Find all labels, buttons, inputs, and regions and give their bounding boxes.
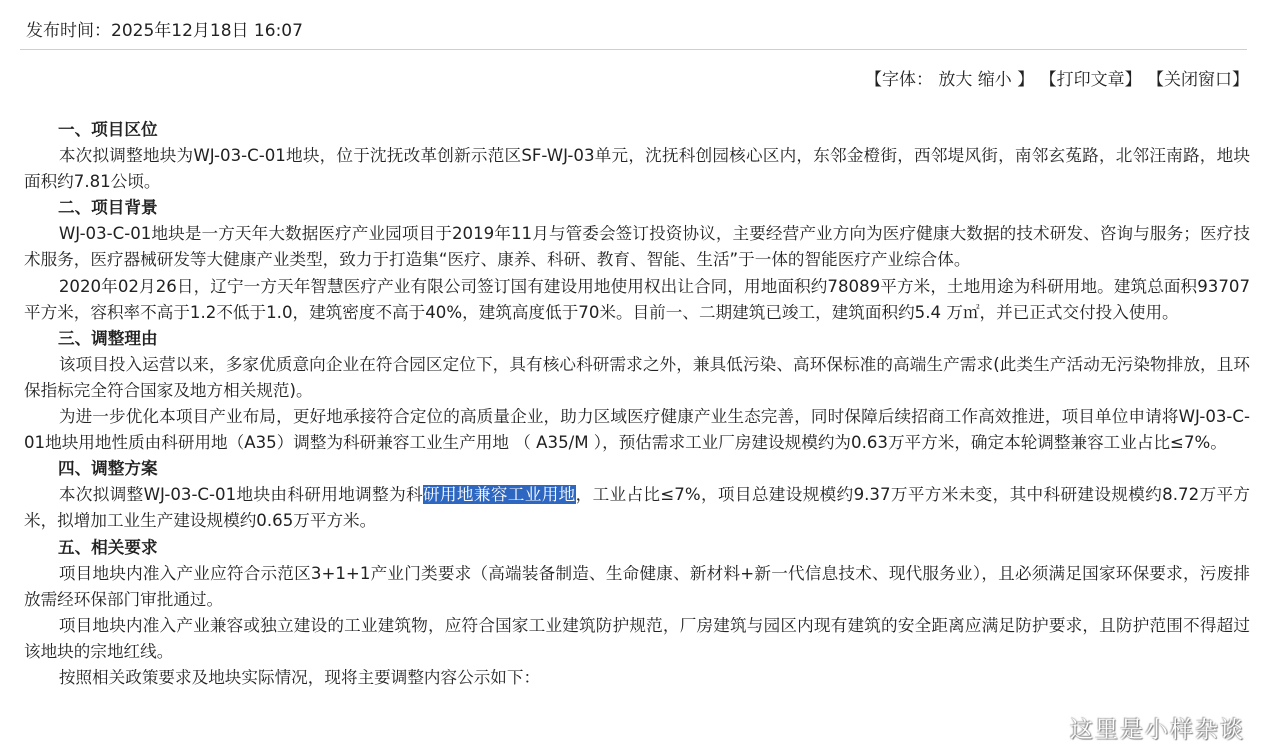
section-heading-plan: 四、调整方案 — [58, 459, 158, 479]
publish-time-line — [26, 20, 303, 42]
publish-time: 2025年12月18日 16:07 — [111, 21, 303, 41]
section-heading-location: 一、项目区位 — [58, 120, 158, 139]
paragraph-reason-2: 为进一步优化本项目产业布局，更好地承接符合定位的高质量企业，助力区域医疗健康产业生态完善，同时保障后续招商工作高效推进，项目单位申请将WJ-03-C-01地块用地性质由科研用地（A35）调整为科研兼容工业生产用地 （ A35/M ），预估需求工业厂房建设规模约为0.63万平方米，确定本轮调整兼容工业占比≤7%。 — [24, 407, 1250, 453]
article-toolbar — [865, 69, 1249, 91]
header-divider — [20, 49, 1247, 50]
section-heading-requirements: 五、相关要求 — [58, 537, 158, 557]
plan-text-before: 本次拟调整WJ-03-C-01地块由科研用地调整为科 — [58, 485, 423, 505]
section-heading-background: 二、项目背景 — [58, 198, 158, 218]
close-window-link[interactable]: 【关闭窗口】 — [1147, 70, 1249, 90]
paragraph-background-1: WJ-03-C-01地块是一方天年大数据医疗产业园项目于2019年11月与管委会签订投资协议，主要经营产业方向为医疗健康大数据的技术研发、咨询与服务；医疗技术服务，医疗器械研发等大健康产业类型，致力于打造集“医疗、康养、科研、教育、智能、生活”于一体的智能医疗产业综合体。 — [24, 224, 1250, 270]
paragraph-plan — [24, 482, 1250, 534]
font-size-bracket-close: 】 — [1017, 70, 1035, 90]
font-size-label: 【字体： — [864, 70, 933, 90]
paragraph-requirements-3: 按照相关政策要求及地块实际情况，现将主要调整内容公示如下： — [58, 667, 541, 687]
section-heading-reason: 三、调整理由 — [58, 328, 158, 348]
publish-label: 发布时间： — [26, 21, 111, 41]
article-body — [24, 117, 1250, 691]
print-article-link[interactable]: 【打印文章】 — [1039, 70, 1142, 90]
enlarge-font-link[interactable]: 放大 — [938, 70, 973, 90]
paragraph-reason-1: 该项目投入运营以来，多家优质意向企业在符合园区定位下，具有核心科研需求之外，兼具低污染、高环保标准的高端生产需求(此类生产活动无污染物排放，且环保指标完全符合国家及地方相关规范)。 — [24, 354, 1250, 400]
selected-text-highlight[interactable]: 研用地兼容工业用地 — [423, 485, 576, 505]
paragraph-requirements-1: 项目地块内准入产业应符合示范区3+1+1产业门类要求（高端装备制造、生命健康、新材料+新一代信息技术、现代服务业），且必须满足国家环保要求，污废排放需经环保部门审批通过。 — [24, 563, 1250, 609]
paragraph-background-2: 2020年02月26日，辽宁一方天年智慧医疗产业有限公司签订国有建设用地使用权出让合同，用地面积约78089平方米，土地用途为科研用地。建筑总面积93707平方米，容积率不高于1.2不低于1.0，建筑密度不高于40%，建筑高度低于70米。目前一、二期建筑已竣工，建筑面积约5.4 万㎡，并已正式交付投入使用。 — [24, 276, 1250, 322]
paragraph-requirements-2: 项目地块内准入产业兼容或独立建设的工业建筑物，应符合国家工业建筑防护规范，厂房建筑与园区内现有建筑的安全距离应满足防护要求，且防护范围不得超过该地块的宗地红线。 — [24, 615, 1250, 661]
shrink-font-link[interactable]: 缩小 — [977, 70, 1012, 90]
plan-text-after: ，工业占比≤7%，项目总建设规模约9.37万平方米未变，其中科研建设规模约8.72万平方米，拟增加工业生产建设规模约0.65万平方米。 — [24, 485, 1250, 531]
watermark-text: 这里是小样杂谈 — [1070, 717, 1245, 743]
paragraph-location: 本次拟调整地块为WJ-03-C-01地块，位于沈抚改革创新示范区SF-WJ-03单元，沈抚科创园核心区内，东邻金橙街，西邻堤风街，南邻玄菟路，北邻汪南路，地块面积约7.81公顷。 — [24, 146, 1250, 192]
